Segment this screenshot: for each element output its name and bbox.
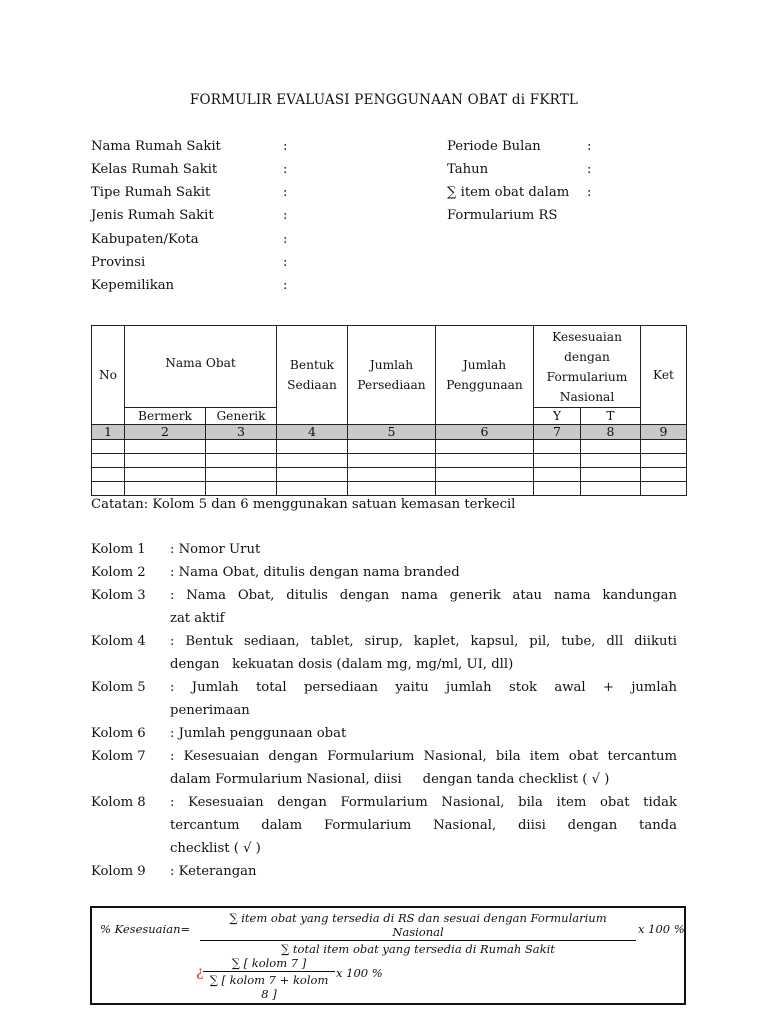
table-cell[interactable] — [277, 482, 348, 496]
field-nama-rumah-sakit-label: Nama Rumah Sakit — [91, 139, 221, 154]
table-cell[interactable] — [641, 454, 687, 468]
header-bentuk-line1: Bentuk — [289, 358, 335, 372]
header-generik: Generik — [206, 408, 277, 425]
kolom-description: : Jumlah penggunaan obat — [170, 726, 347, 741]
kolom-label: Kolom 1 — [91, 542, 146, 557]
field-formularium-rs-label: Formularium RS — [447, 208, 558, 223]
field-provinsi-label: Provinsi — [91, 255, 146, 270]
header-kesesuaian-line3: Formularium — [546, 369, 628, 384]
column-number: 8 — [581, 425, 641, 440]
field-kelas-rumah-sakit-label: Kelas Rumah Sakit — [91, 162, 218, 177]
formula-box — [90, 906, 686, 1005]
field-colon: : — [283, 255, 288, 270]
table-cell[interactable] — [348, 468, 436, 482]
kolom-label: Kolom 4 — [91, 634, 146, 649]
field-colon: : — [283, 278, 288, 293]
field-jenis-rumah-sakit-label: Jenis Rumah Sakit — [91, 208, 214, 223]
formula-fraction-kolom — [203, 956, 335, 1001]
kolom-description-cont: tercantum dalam Formularium Nasional, diisi dengan tanda — [170, 818, 677, 833]
table-cell[interactable] — [436, 468, 534, 482]
header-jumlah-persediaan — [348, 326, 436, 425]
kolom-description-cont: dalam Formularium Nasional, diisi dengan tanda checklist ( √ ) — [170, 772, 610, 787]
formula-numerator-kolom: ∑ [ kolom 7 ] — [231, 956, 307, 970]
table-cell[interactable] — [125, 454, 206, 468]
column-number: 2 — [125, 425, 206, 440]
header-penggunaan-line2: Penggunaan — [446, 378, 523, 392]
formula-marker: ¿ — [196, 964, 204, 980]
header-kesesuaian — [534, 326, 641, 408]
header-kesesuaian-line4: Nasional — [559, 389, 615, 404]
table-cell[interactable] — [206, 440, 277, 454]
kolom-description: : Nomor Urut — [170, 542, 261, 557]
kolom-description: : Keterangan — [170, 864, 257, 879]
formula-fraction-main — [200, 911, 636, 956]
column-number: 1 — [92, 425, 125, 440]
field-colon: : — [283, 139, 288, 154]
table-cell[interactable] — [92, 454, 125, 468]
header-jumlah-penggunaan — [436, 326, 534, 425]
field-tipe-rumah-sakit-label: Tipe Rumah Sakit — [91, 185, 211, 200]
formula-multiplier-kolom: x 100 % — [336, 966, 383, 980]
table-cell[interactable] — [206, 454, 277, 468]
kolom-description-cont: checklist ( √ ) — [170, 841, 261, 856]
kolom-label: Kolom 3 — [91, 588, 146, 603]
field-item-obat-label: ∑ item obat dalam — [447, 185, 570, 200]
field-tahun-label: Tahun — [447, 162, 489, 177]
kolom-label: Kolom 9 — [91, 864, 146, 879]
field-colon: : — [283, 208, 288, 223]
table-cell[interactable] — [277, 454, 348, 468]
field-colon: : — [283, 162, 288, 177]
table-cell[interactable] — [277, 440, 348, 454]
formula-denominator-kolom: ∑ [ kolom 7 + kolom 8 ] — [209, 973, 329, 1001]
table-row — [92, 454, 687, 468]
formula-multiplier: x 100 % — [638, 922, 685, 936]
table-cell[interactable] — [436, 482, 534, 496]
table-row — [92, 482, 687, 496]
table-cell[interactable] — [581, 468, 641, 482]
table-cell[interactable] — [348, 482, 436, 496]
table-cell[interactable] — [436, 440, 534, 454]
kolom-label: Kolom 8 — [91, 795, 146, 810]
column-number: 4 — [277, 425, 348, 440]
field-colon: : — [283, 232, 288, 247]
header-bermerk: Bermerk — [125, 408, 206, 425]
table-cell[interactable] — [206, 468, 277, 482]
kolom-description: : Nama Obat, ditulis dengan nama generik atau nama kandungan — [170, 588, 677, 603]
table-cell[interactable] — [641, 440, 687, 454]
column-number: 6 — [436, 425, 534, 440]
table-cell[interactable] — [436, 454, 534, 468]
kolom-label: Kolom 7 — [91, 749, 146, 764]
header-nama-obat: Nama Obat — [125, 326, 277, 408]
column-number: 7 — [534, 425, 581, 440]
fraction-bar — [203, 971, 335, 972]
table-cell[interactable] — [534, 468, 581, 482]
header-kesesuaian-line1: Kesesuaian — [552, 329, 622, 344]
header-bentuk-sediaan — [277, 326, 348, 425]
table-cell[interactable] — [581, 454, 641, 468]
table-cell[interactable] — [125, 482, 206, 496]
table-cell[interactable] — [92, 482, 125, 496]
table-cell[interactable] — [125, 440, 206, 454]
field-colon: : — [587, 162, 592, 177]
header-no: No — [92, 326, 125, 425]
field-colon: : — [587, 185, 592, 200]
table-cell[interactable] — [534, 482, 581, 496]
field-colon: : — [587, 139, 592, 154]
kolom-description: : Bentuk sediaan, tablet, sirup, kaplet, kapsul, pil, tube, dll diikuti — [170, 634, 677, 649]
column-number: 5 — [348, 425, 436, 440]
table-cell[interactable] — [348, 454, 436, 468]
evaluation-table — [91, 325, 687, 496]
table-row — [92, 468, 687, 482]
table-row — [92, 440, 687, 454]
kolom-description-cont: zat aktif — [170, 611, 225, 626]
header-kesesuaian-line2: dengan — [564, 349, 610, 364]
kolom-description: : Jumlah total persediaan yaitu jumlah stok awal + jumlah — [170, 680, 677, 695]
header-persediaan-line2: Persediaan — [357, 378, 426, 392]
table-header-row — [92, 326, 687, 408]
kolom-label: Kolom 6 — [91, 726, 146, 741]
table-cell[interactable] — [92, 440, 125, 454]
kolom-description-cont: penerimaan — [170, 703, 250, 718]
column-number: 3 — [206, 425, 277, 440]
formula-lhs: % Kesesuaian= — [100, 922, 191, 936]
field-colon: : — [283, 185, 288, 200]
kolom-description: : Kesesuaian dengan Formularium Nasional, bila item obat tidak — [170, 795, 677, 810]
table-cell[interactable] — [581, 440, 641, 454]
header-persediaan-line1: Jumlah — [369, 358, 414, 372]
header-penggunaan-line1: Jumlah — [462, 358, 507, 372]
table-cell[interactable] — [206, 482, 277, 496]
kolom-description: : Nama Obat, ditulis dengan nama branded — [170, 565, 460, 580]
header-ket: Ket — [641, 326, 687, 425]
header-t: T — [581, 408, 641, 425]
kolom-description-cont: dengan kekuatan dosis (dalam mg, mg/ml, UI, dll) — [170, 657, 514, 672]
page-title: FORMULIR EVALUASI PENGGUNAAN OBAT di FKRTL — [189, 92, 579, 108]
table-cell[interactable] — [534, 440, 581, 454]
field-kabupaten-kota-label: Kabupaten/Kota — [91, 232, 199, 247]
header-y: Y — [534, 408, 581, 425]
table-cell[interactable] — [125, 468, 206, 482]
kolom-description: : Kesesuaian dengan Formularium Nasional, bila item obat tercantum — [170, 749, 677, 764]
table-cell[interactable] — [534, 454, 581, 468]
header-bentuk-line2: Sediaan — [287, 378, 337, 392]
column-number-row — [92, 425, 687, 440]
fraction-bar — [200, 940, 636, 941]
table-cell[interactable] — [92, 468, 125, 482]
table-cell[interactable] — [641, 482, 687, 496]
kolom-label: Kolom 2 — [91, 565, 146, 580]
column-number: 9 — [641, 425, 687, 440]
field-periode-bulan-label: Periode Bulan — [447, 139, 541, 154]
table-note: Catatan: Kolom 5 dan 6 menggunakan satuan kemasan terkecil — [91, 497, 516, 512]
field-kepemilikan-label: Kepemilikan — [91, 278, 175, 293]
formula-numerator: ∑ item obat yang tersedia di RS dan sesuai dengan Formularium Nasional — [229, 911, 607, 939]
table-cell[interactable] — [277, 468, 348, 482]
table-cell[interactable] — [641, 468, 687, 482]
table-cell[interactable] — [581, 482, 641, 496]
formula-denominator: ∑ total item obat yang tersedia di Rumah Sakit — [281, 942, 555, 956]
kolom-label: Kolom 5 — [91, 680, 146, 695]
table-cell[interactable] — [348, 440, 436, 454]
